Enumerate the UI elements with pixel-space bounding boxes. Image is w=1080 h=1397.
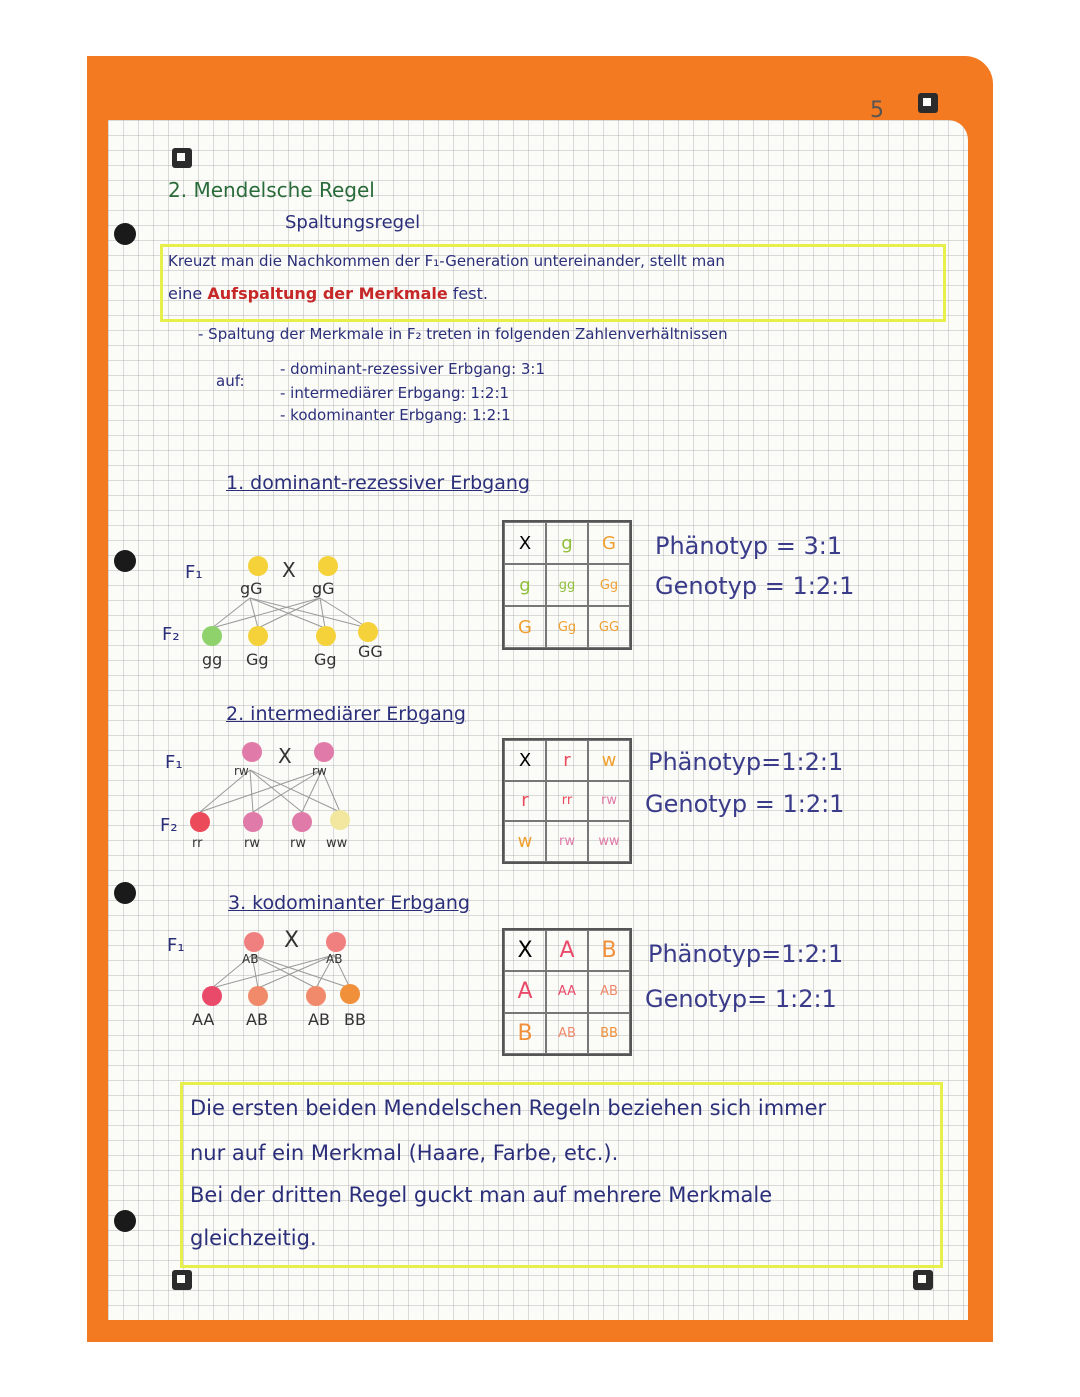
f1-label: F₁ [167,935,185,956]
cross-symbol: X [284,928,300,953]
punnett-cell: X [504,522,546,564]
yellow-pea-icon [316,626,336,646]
intro-line-1: Kreuzt man die Nachkommen der F₁-Generation untereinander, stellt man [168,252,725,270]
red-flower-icon [190,812,210,832]
orange-flower-icon [326,932,346,952]
punnett-square [502,738,632,864]
punnett-cell: AA [546,971,588,1012]
summary-line: Die ersten beiden Mendelschen Regeln beziehen sich immer [190,1096,827,1120]
f2-label: F₂ [162,624,180,645]
punnett-cell: AB [588,971,630,1012]
offspring-genotype: rw [290,836,306,851]
punnett-cell: rr [546,781,588,822]
punnett-square [502,520,632,650]
genotype-ratio: Genotyp = 1:2:1 [655,572,855,600]
punnett-cell: AB [546,1013,588,1054]
offspring-genotype: AB [308,1010,330,1029]
punnett-cell: BB [588,1013,630,1054]
punnett-cell: B [588,930,630,971]
punnett-cell: rw [546,821,588,862]
offspring-genotype: rr [192,836,203,851]
pink-flower-icon [242,742,262,762]
intro-suffix: fest. [452,284,488,303]
punnett-cell: g [546,522,588,564]
parent-genotype: gG [312,579,335,598]
heading: 2. Mendelsche Regel [168,178,375,202]
offspring-genotype: AA [192,1010,215,1029]
offspring-genotype: ww [326,836,348,851]
intro-emphasis: Aufspaltung der Merkmale [207,284,448,303]
offspring-genotype: BB [344,1010,366,1029]
intro-prefix: eine [168,284,203,303]
auf-label: auf: [216,372,245,390]
pink-flower-icon [292,812,312,832]
cross-symbol: X [282,558,296,582]
summary-line: Bei der dritten Regel guckt man auf mehrere Merkmale [190,1183,773,1207]
yellow-pea-icon [248,626,268,646]
section-title: 2. intermediärer Erbgang [226,703,466,725]
white-flower-icon [330,810,350,830]
parent-genotype: rw [234,764,249,778]
subheading: Spaltungsregel [285,212,421,233]
offspring-genotype: AB [246,1010,268,1029]
punnett-cell: X [504,740,546,781]
ratio-item: - kodominanter Erbgang: 1:2:1 [280,406,511,424]
section-title: 1. dominant-rezessiver Erbgang [226,472,530,494]
punnett-cell: GG [588,606,630,648]
punnett-cell: B [504,1013,546,1054]
punnett-cell: Gg [546,606,588,648]
yellow-pea-icon [358,622,378,642]
offspring-genotype: Gg [246,650,269,669]
green-pea-icon [202,626,222,646]
split-line: - Spaltung der Merkmale in F₂ treten in folgenden Zahlenverhältnissen [198,325,728,343]
pink-flower-icon [243,812,263,832]
punnett-cell: A [504,971,546,1012]
punnett-cell: w [504,821,546,862]
ratio-item: - intermediärer Erbgang: 1:2:1 [280,384,510,402]
phenotype-ratio: Phänotyp=1:2:1 [648,940,844,968]
offspring-genotype: rw [244,836,260,851]
punnett-cell: G [588,522,630,564]
punnett-cell: X [504,930,546,971]
orange-flower-icon [244,932,264,952]
offspring-genotype: GG [358,642,383,661]
punnett-cell: A [546,930,588,971]
punnett-cell: r [504,781,546,822]
f1-label: F₁ [165,752,183,773]
offspring-genotype: gg [202,650,223,669]
ratio-item: - dominant-rezessiver Erbgang: 3:1 [280,360,546,378]
punnett-square [502,928,632,1056]
phenotype-ratio: Phänotyp=1:2:1 [648,748,844,776]
genotype-ratio: Genotyp = 1:2:1 [645,790,845,818]
punnett-cell: gg [546,564,588,606]
f2-label: F₂ [160,815,178,836]
phenotype-ratio: Phänotyp = 3:1 [655,532,843,560]
summary-line: gleichzeitig. [190,1226,317,1250]
parent-genotype: rw [312,764,327,778]
page-number: 5 [870,98,884,123]
punnett-cell: r [546,740,588,781]
offspring-genotype: Gg [314,650,337,669]
punnett-cell: Gg [588,564,630,606]
orange-flower-icon [340,984,360,1004]
f1-label: F₁ [185,562,203,583]
punnett-cell: ww [588,821,630,862]
parent-genotype: gG [240,579,263,598]
punnett-cell: G [504,606,546,648]
orange-flower-icon [306,986,326,1006]
section-title: 3. kodominanter Erbgang [228,892,470,914]
punnett-cell: g [504,564,546,606]
pink-flower-icon [314,742,334,762]
red-flower-icon [202,986,222,1006]
summary-line: nur auf ein Merkmal (Haare, Farbe, etc.). [190,1141,619,1165]
cross-symbol: X [278,744,292,768]
punnett-cell: w [588,740,630,781]
parent-genotype: AB [242,952,259,966]
genotype-ratio: Genotyp= 1:2:1 [645,985,837,1013]
punnett-cell: rw [588,781,630,822]
orange-flower-icon [248,986,268,1006]
parent-genotype: AB [326,952,343,966]
